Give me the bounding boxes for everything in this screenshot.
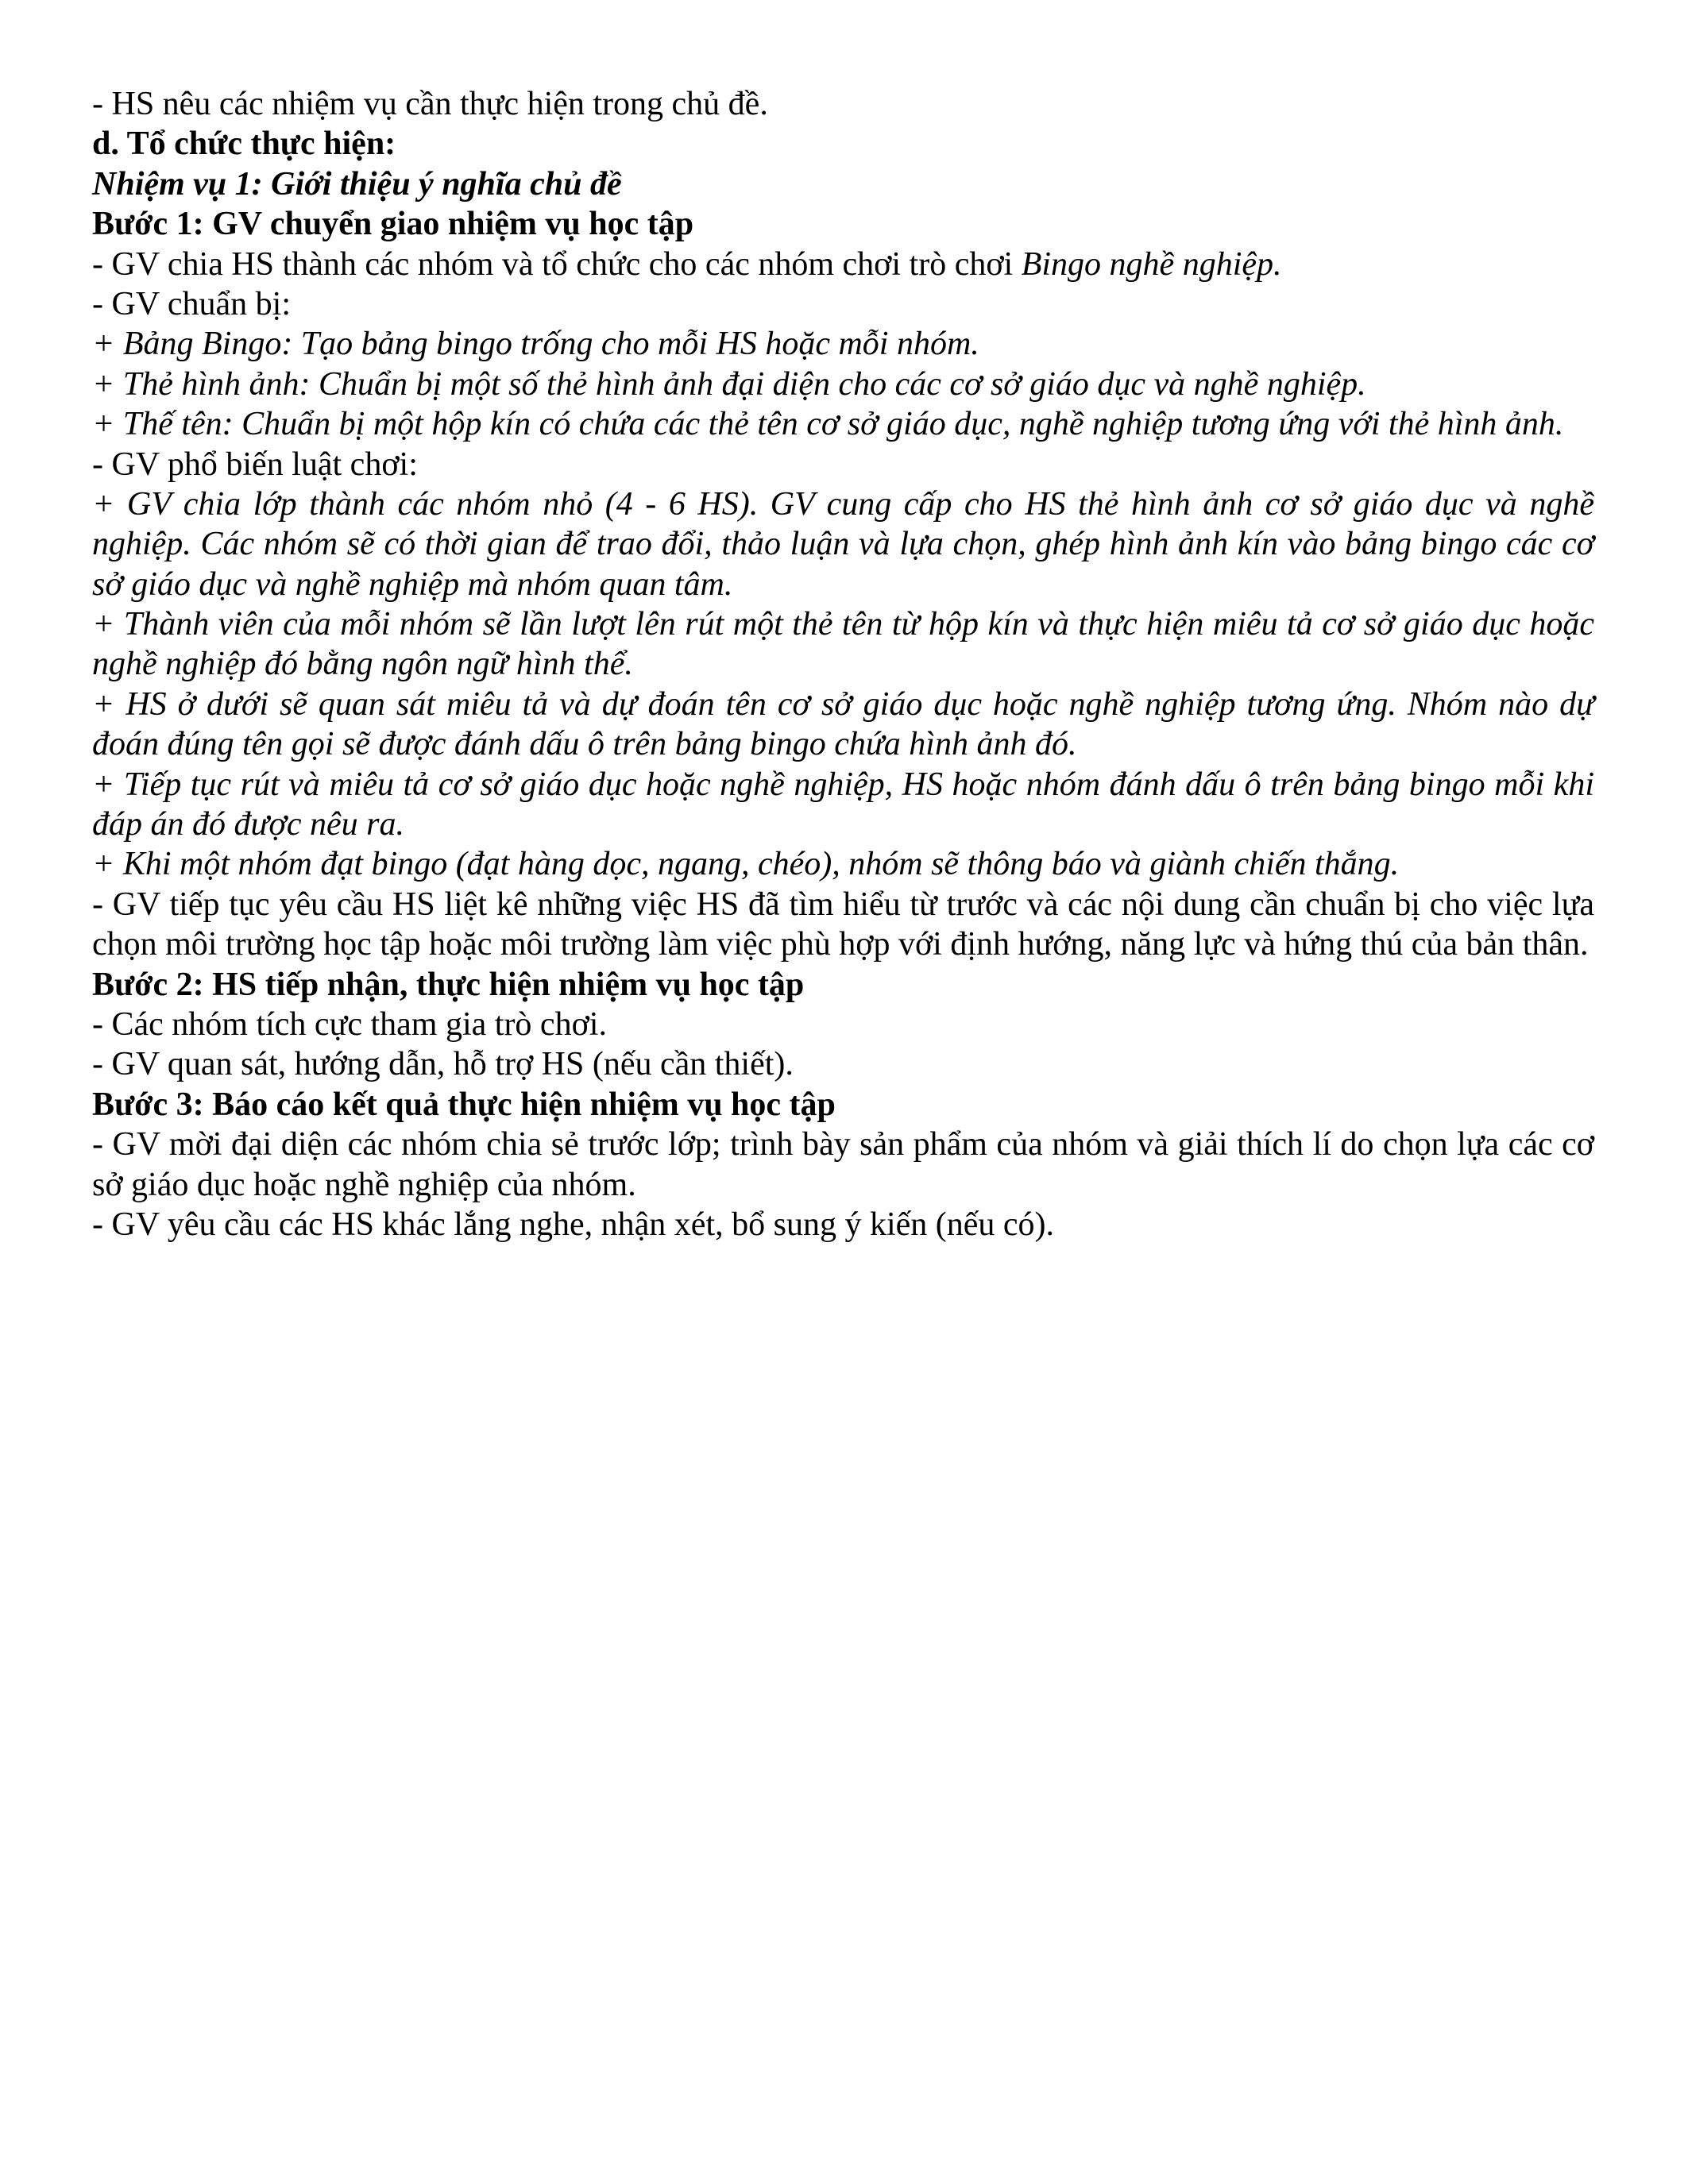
list-item-the-ten: + Thế tên: Chuẩn bị một hộp kín có chứa các thẻ tên cơ sở giáo dục, nghề nghiệp tương ứng với thẻ hình ảnh. bbox=[92, 406, 1564, 443]
rule-hs-du-doan: + HS ở dưới sẽ quan sát miêu tả và dự đoán tên cơ sở giáo dục hoặc nghề nghiệp tương ứng. Nhóm nào dự đoán đúng tên gọi sẽ được đánh dấu ô trên bảng bingo chứa hình ảnh đó. bbox=[92, 685, 1594, 763]
heading-to-chuc-thuc-hien: d. Tổ chức thực hiện: bbox=[92, 125, 396, 163]
heading-buoc-2: Bước 2: HS tiếp nhận, thực hiện nhiệm vụ học tập bbox=[92, 966, 805, 1003]
paragraph-gv-quan-sat-ho-tro: - GV quan sát, hướng dẫn, hỗ trợ HS (nếu cần thiết). bbox=[92, 1046, 794, 1083]
rule-dat-bingo-chien-thang: + Khi một nhóm đạt bingo (đạt hàng dọc, ngang, chéo), nhóm sẽ thông báo và giành chiến thắng. bbox=[92, 846, 1400, 883]
paragraph-luat-choi: - GV phổ biến luật chơi: bbox=[92, 446, 418, 483]
heading-buoc-3: Bước 3: Báo cáo kết quả thực hiện nhiệm vụ học tập bbox=[92, 1086, 836, 1123]
paragraph-gv-yeu-cau-liet-ke: - GV tiếp tục yêu cầu HS liệt kê những việc HS đã tìm hiểu từ trước và các nội dung cần chuẩn bị cho việc lựa chọn môi trường học tập hoặc môi trường làm việc phù hợp với định hướng, năng lực và hứng thú của bản thân. bbox=[92, 886, 1594, 963]
paragraph-gv-chuan-bi: - GV chuẩn bị: bbox=[92, 285, 292, 322]
paragraph-nhan-xet-bo-sung: - GV yêu cầu các HS khác lắng nghe, nhận xét, bổ sung ý kiến (nếu có). bbox=[92, 1206, 1055, 1243]
paragraph-hs-tasks: - HS nêu các nhiệm vụ cần thực hiện trong chủ đề. bbox=[92, 86, 768, 122]
paragraph-tro-choi-bingo-text: - GV chia HS thành các nhóm và tổ chức cho các nhóm chơi trò chơi bbox=[92, 245, 1022, 283]
rule-tiep-tuc-rut-mieu-ta: + Tiếp tục rút và miêu tả cơ sở giáo dục hoặc nghề nghiệp, HS hoặc nhóm đánh dấu ô trên bảng bingo mỗi khi đáp án đó được nêu ra. bbox=[92, 766, 1594, 843]
list-item-the-hinh-anh: + Thẻ hình ảnh: Chuẩn bị một số thẻ hình ảnh đại diện cho các cơ sở giáo dục và nghề nghiệp. bbox=[92, 365, 1366, 403]
paragraph-tro-choi-bingo bbox=[92, 245, 1594, 284]
rule-chia-lop-thanh-nhom: + GV chia lớp thành các nhóm nhỏ (4 - 6 HS). GV cung cấp cho HS thẻ hình ảnh cơ sở giáo dục và nghề nghiệp. Các nhóm sẽ có thời gian để trao đổi, thảo luận và lựa chọn, ghép hình ảnh kín vào bảng bingo các cơ sở giáo dục và nghề nghiệp mà nhóm quan tâm. bbox=[92, 485, 1594, 603]
paragraph-tham-gia-tro-choi: - Các nhóm tích cực tham gia trò chơi. bbox=[92, 1005, 607, 1043]
list-item-bang-bingo: + Bảng Bingo: Tạo bảng bingo trống cho mỗi HS hoặc mỗi nhóm. bbox=[92, 326, 979, 363]
rule-thanh-vien-rut-the: + Thành viên của mỗi nhóm sẽ lần lượt lên rút một thẻ tên từ hộp kín và thực hiện miêu tả cơ sở giáo dục hoặc nghề nghiệp đó bằng ngôn ngữ hình thể. bbox=[92, 606, 1594, 683]
heading-buoc-1: Bước 1: GV chuyển giao nhiệm vụ học tập bbox=[92, 206, 694, 243]
paragraph-dai-dien-chia-se: - GV mời đại diện các nhóm chia sẻ trước lớp; trình bày sản phẩm của nhóm và giải thích lí do chọn lựa các cơ sở giáo dục hoặc nghề nghiệp của nhóm. bbox=[92, 1126, 1594, 1203]
game-name-bingo-nghe-nghiep: Bingo nghề nghiệp. bbox=[1021, 245, 1282, 283]
heading-nhiem-vu-1: Nhiệm vụ 1: Giới thiệu ý nghĩa chủ đề bbox=[92, 165, 622, 203]
